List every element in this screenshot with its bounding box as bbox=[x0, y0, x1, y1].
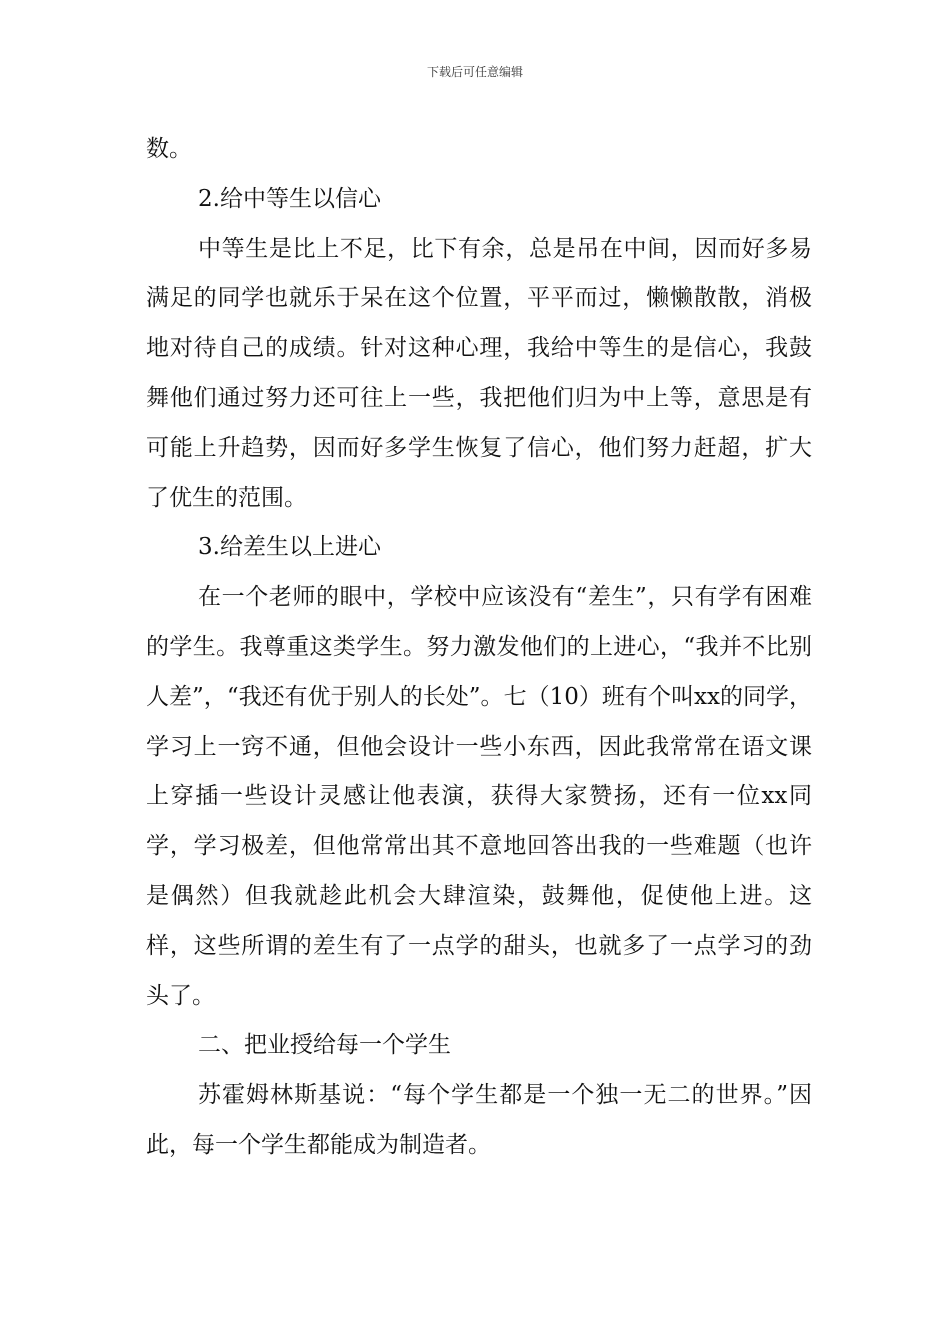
document-body bbox=[146, 125, 812, 1171]
paragraph-continuation: 数。 bbox=[146, 136, 192, 162]
paragraph: 在一个老师的眼中，学校中应该没有“差生”，只有学有困难的学生。我尊重这类学生。努力激发他们的上进心，“我并不比别人差”，“我还有优于别人的长处”。七（10）班有个叫xx的同学，学习上一窍不通，但他会设计一些小东西，因此我常常在语文课上穿插一些设计灵感让他表演，获得大家赞扬，还有一位xx同学，学习极差，但他常常出其不意地回答出我的一些难题（也许是偶然）但我就趁此机会大肆渲染，鼓舞他，促使他上进。这样，这些所谓的差生有了一点学的甜头，也就多了一点学习的劲头了。 bbox=[146, 584, 812, 1009]
page-header: 下载后可任意编辑 bbox=[426, 65, 523, 79]
paragraph: 中等生是比上不足，比下有余，总是吊在中间，因而好多易满足的同学也就乐于呆在这个位置，平平而过，懒懒散散，消极地对待自己的成绩。针对这种心理，我给中等生的是信心，我鼓舞他们通过努力还可往上一些，我把他们归为中上等，意思是有可能上升趋势，因而好多学生恢复了信心，他们努力赶超，扩大了优生的范围。 bbox=[146, 235, 812, 511]
paragraph: 苏霍姆林斯基说：“每个学生都是一个独一无二的世界。”因此，每一个学生都能成为制造者。 bbox=[146, 1082, 812, 1158]
section-heading-part-2: 二、把业授给每一个学生 bbox=[198, 1032, 451, 1059]
section-heading-2: 2.给中等生以信心 bbox=[198, 185, 381, 212]
section-heading-3: 3.给差生以上进心 bbox=[198, 534, 381, 561]
